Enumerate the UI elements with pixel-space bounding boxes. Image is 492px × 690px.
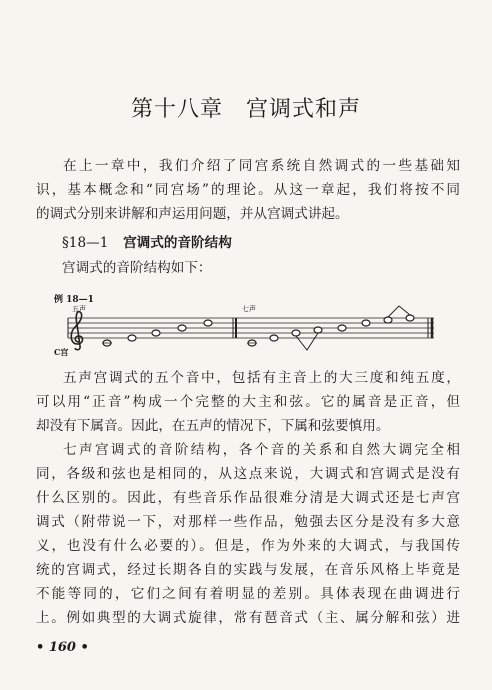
paragraph-1 (36, 154, 460, 226)
paragraph-2 (36, 366, 460, 438)
example-label: 例 18—1 (54, 295, 94, 305)
text-line: 不能等同的，它们之间有着明显的差别。具体表现在曲调进行 (36, 586, 460, 602)
text-line: 七声宫调式的音阶结构，各个音的关系和自然大调完全相 (63, 442, 460, 458)
paragraph-3 (36, 438, 460, 630)
page-number: • 160 • (36, 640, 89, 655)
text-line: 识，基本概念和“同宫场”的理论。从这一章起，我们将按不同 (36, 182, 460, 198)
section-number: §18—1 (62, 235, 109, 251)
chapter-title: 第十八章 宫调式和声 (130, 97, 361, 122)
pentatonic-label: 五声 (72, 305, 86, 313)
text-line: 可以用“正音”构成一个完整的大主和弦。它的属音是正音，但 (36, 394, 460, 410)
section-intro: 宫调式的音阶结构如下： (62, 260, 212, 276)
section-title: 宫调式的音阶结构 (123, 235, 232, 251)
staff-lines (68, 318, 434, 338)
text-line: 调式（附带说一下，对那样一些作品，勉强去区分是没有多大意 (36, 514, 460, 530)
text-line: 什么区别的。因此，有些音乐作品很难分清是大调式还是七声宫 (36, 490, 460, 506)
text-line: 的调式分别来讲解和声运用问题，并从宫调式讲起。 (36, 206, 349, 222)
text-line: 却没有下属音。因此，在五声的情况下，下属和弦要慎用。 (36, 418, 390, 434)
heptatonic-notes (247, 315, 414, 346)
key-label: C宫 (54, 347, 69, 357)
text-line: 五声宫调式的五个音中，包括有主音上的大三度和纯五度， (63, 370, 460, 386)
text-line: 上。例如典型的大调式旋律，常有琶音式（主、属分解和弦）进 (36, 610, 460, 626)
section-heading (62, 231, 232, 251)
text-line: 统的宫调式，经过长期各自的实践与发展，在音乐风格上毕竟是 (36, 562, 460, 578)
text-line: 在上一章中，我们介绍了同宫系统自然调式的一些基础知 (63, 158, 460, 174)
text-line: 同，各级和弦也是相同的，从这点来说，大调式和宫调式是没有 (36, 466, 460, 482)
treble-clef-icon (71, 312, 82, 350)
text-line: 义，也没有什么必要的）。但是，作为外来的大调式，与我国传 (36, 538, 460, 554)
music-staff (52, 292, 442, 362)
music-example (52, 292, 442, 362)
heptatonic-label: 七声 (242, 305, 256, 313)
